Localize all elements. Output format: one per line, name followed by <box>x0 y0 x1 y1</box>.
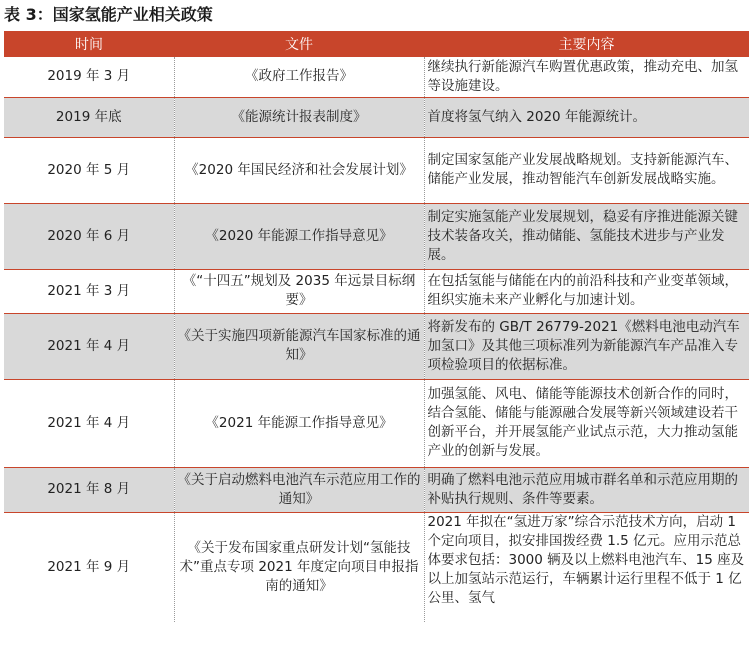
cell-document: 《2021 年能源工作指导意见》 <box>174 379 424 467</box>
cell-time: 2020 年 5 月 <box>4 137 174 203</box>
table-header-row <box>4 31 749 57</box>
table-row <box>4 313 749 379</box>
header-content: 主要内容 <box>424 31 749 57</box>
cell-time: 2021 年 4 月 <box>4 379 174 467</box>
cell-document: 《2020 年国民经济和社会发展计划》 <box>174 137 424 203</box>
cell-document: 《关于启动燃料电池汽车示范应用工作的通知》 <box>174 467 424 512</box>
cell-time: 2021 年 3 月 <box>4 269 174 313</box>
cell-time: 2021 年 8 月 <box>4 467 174 512</box>
policy-table <box>4 31 749 622</box>
table-row <box>4 269 749 313</box>
cell-content-cell <box>424 512 749 622</box>
table-row <box>4 467 749 512</box>
cell-document: 《政府工作报告》 <box>174 57 424 97</box>
cell-document: 《关于实施四项新能源汽车国家标准的通知》 <box>174 313 424 379</box>
cell-time: 2021 年 4 月 <box>4 313 174 379</box>
cell-content: 继续执行新能源汽车购置优惠政策，推动充电、加氢等设施建设。 <box>424 57 749 97</box>
cell-content: 在包括氢能与储能在内的前沿科技和产业变革领域，组织实施未来产业孵化与加速计划。 <box>424 269 749 313</box>
cell-time: 2019 年底 <box>4 97 174 137</box>
header-document: 文件 <box>174 31 424 57</box>
cell-content: 2021 年拟在“氢进万家”综合示范技术方向，启动 1 个定向项目，拟安排国拨经费 1.5 亿元。应用示范总体要求包括：3000 辆及以上燃料电池汽车、15 座及以上加氢站示范运行，车辆累计运行里程不低于 1 亿公里、氢气 <box>427 513 745 606</box>
cell-document: 《2020 年能源工作指导意见》 <box>174 203 424 269</box>
cell-document: 《关于发布国家重点研发计划“氢能技术”重点专项 2021 年度定向项目申报指南的通知》 <box>174 512 424 622</box>
table-title: 表 3：国家氢能产业相关政策 <box>4 5 213 24</box>
cell-document: 《“十四五”规划及 2035 年远景目标纲要》 <box>174 269 424 313</box>
table-row <box>4 97 749 137</box>
cell-content: 首度将氢气纳入 2020 年能源统计。 <box>424 97 749 137</box>
header-time: 时间 <box>4 31 174 57</box>
cell-content: 明确了燃料电池示范应用城市群名单和示范应用期的补贴执行规则、条件等要素。 <box>424 467 749 512</box>
table-row <box>4 57 749 97</box>
cell-document: 《能源统计报表制度》 <box>174 97 424 137</box>
cell-content: 制定实施氢能产业发展规划，稳妥有序推进能源关键技术装备攻关，推动储能、氢能技术进步与产业发展。 <box>424 203 749 269</box>
cell-time: 2019 年 3 月 <box>4 57 174 97</box>
table-row <box>4 379 749 467</box>
table-row <box>4 137 749 203</box>
cell-content: 制定国家氢能产业发展战略规划。支持新能源汽车、储能产业发展，推动智能汽车创新发展战略实施。 <box>424 137 749 203</box>
cell-time: 2020 年 6 月 <box>4 203 174 269</box>
cell-content: 加强氢能、风电、储能等能源技术创新合作的同时，结合氢能、储能与能源融合发展等新兴领域建设若干创新平台，并开展氢能产业试点示范，大力推动氢能产业的创新与发展。 <box>424 379 749 467</box>
cell-time: 2021 年 9 月 <box>4 512 174 622</box>
cell-content: 将新发布的 GB/T 26779-2021《燃料电池电动汽车加氢口》及其他三项标准列为新能源汽车产品准入专项检验项目的依据标准。 <box>424 313 749 379</box>
table-row <box>4 203 749 269</box>
table-row <box>4 512 749 622</box>
